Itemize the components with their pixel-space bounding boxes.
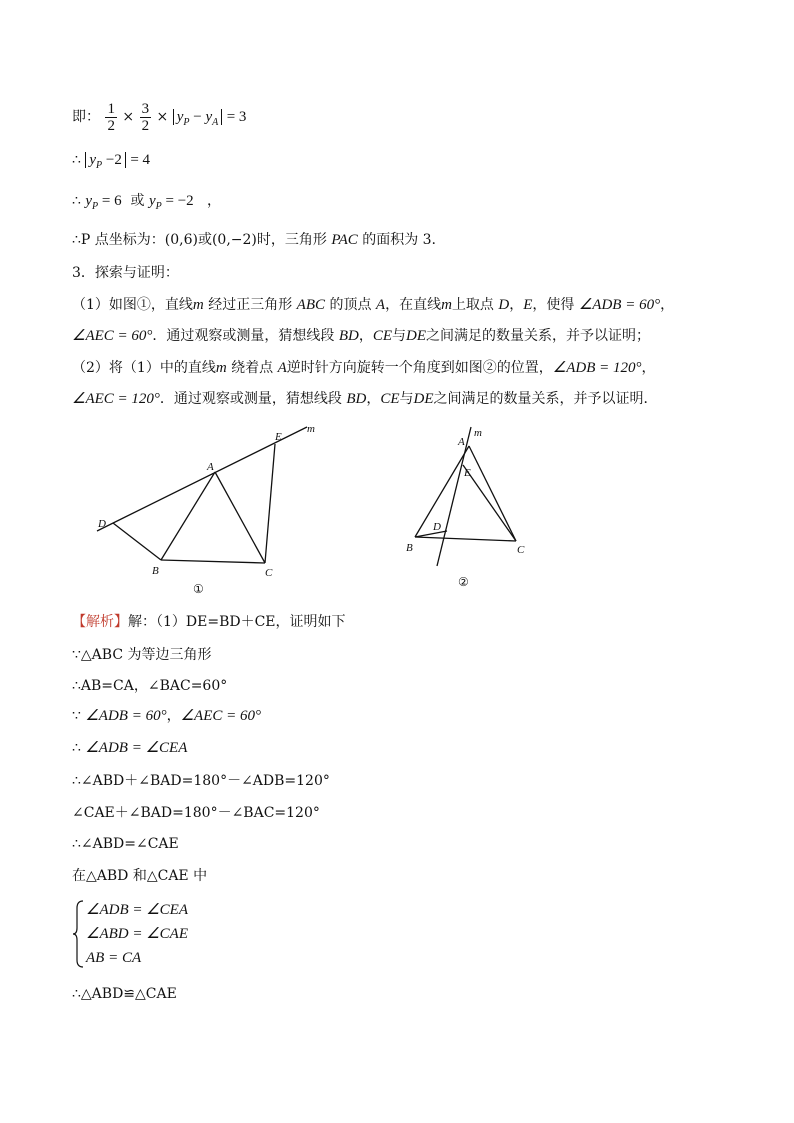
problem-part2-line1 [72, 358, 655, 378]
because-sign: ∵ [72, 708, 86, 724]
angle-aec-60: ∠AEC = 60° [180, 708, 261, 724]
figure-2 [395, 420, 540, 595]
var-ce: CE [372, 328, 393, 344]
label-b: B [152, 565, 159, 577]
segment-bd [415, 531, 447, 537]
var-bd: BD [346, 391, 367, 407]
subscript-p: P [96, 160, 103, 171]
text: ， [166, 708, 181, 724]
or-word: 或 [130, 193, 145, 209]
times-sign: × [156, 109, 169, 125]
solution-header [72, 612, 346, 632]
solution-tag: 【解析】 [72, 614, 128, 630]
solution-intro: 解：（1）DE=BD＋CE，证明如下 [128, 614, 346, 630]
fraction-numerator: 1 [107, 100, 115, 117]
equation-area [72, 100, 246, 134]
fraction-three-halves [140, 101, 152, 134]
system-line: AB = CA [86, 950, 142, 966]
solution-line: ∴AB=CA，∠BAC=60° [72, 678, 228, 694]
figure-1 [85, 420, 320, 600]
solution-final: ∴△ABD≌△CAE [72, 986, 177, 1002]
solution-line: ∴∠ABD＋∠BAD=180°－∠ADB=120° [72, 773, 330, 789]
var-a: A [375, 297, 386, 313]
text: ， [366, 391, 381, 407]
label-m: m [307, 423, 315, 435]
figure-caption-2: ② [458, 575, 469, 589]
absolute-value [85, 152, 126, 171]
eq-rhs: = 3 [226, 109, 247, 125]
label-e: E [464, 467, 471, 479]
segment-bc [161, 560, 265, 563]
angle-equality: ∠ADB = ∠CEA [85, 740, 188, 756]
text: ， [509, 297, 524, 313]
text: ，在直线 [385, 297, 442, 313]
label-d: D [98, 518, 106, 530]
label-b: B [406, 542, 413, 554]
solution-equal-angles [72, 738, 187, 758]
label-a: A [207, 461, 214, 473]
system-line: ∠ADB = ∠CEA [86, 902, 189, 918]
subscript-p: P [155, 201, 162, 212]
triangle-pac: PAC [331, 232, 358, 248]
solution-line: ∵△ABC 为等边三角形 [72, 647, 212, 663]
text: 之间满足的数量关系，并予以证明． [433, 391, 658, 407]
solution-line: ∴∠ABD=∠CAE [72, 836, 179, 852]
var-y: y [148, 193, 156, 209]
abs-inner-rest: −2 [105, 152, 122, 168]
segment-ec [463, 465, 516, 541]
value-minus-2: = −2 [165, 193, 194, 209]
var-ce: CE [380, 391, 400, 407]
conclusion-text-start: ∴P 点坐标为：(0,6)或(0,−2)时，三角形 [72, 232, 332, 248]
var-de: DE [413, 391, 434, 407]
problem-part1-line1 [72, 295, 674, 315]
text: 与 [399, 391, 414, 407]
fraction-numerator: 3 [141, 100, 150, 117]
value-6: = 6 [101, 193, 122, 209]
text: 与 [392, 328, 407, 344]
solution-line: ∠CAE＋∠BAD=180°－∠BAC=120° [72, 805, 320, 821]
conclusion-text-end: 的面积为 3. [357, 232, 437, 248]
segment-ec [265, 444, 275, 563]
system-brace [72, 900, 84, 968]
line-m [437, 427, 471, 566]
subscript-p: P [92, 201, 99, 212]
text: ， [660, 297, 675, 313]
text: 绕着点 [231, 360, 278, 376]
therefore-sign: ∴ [72, 152, 81, 168]
therefore-sign: ∴ [72, 740, 86, 756]
angle-adb-120: ∠ADB = 120° [552, 360, 642, 376]
fraction-denominator: 2 [107, 117, 115, 134]
angle-adb-60: ∠ADB = 60° [578, 297, 661, 313]
fraction-half [105, 101, 117, 134]
therefore-sign: ∴ [72, 193, 81, 209]
label-a: A [458, 436, 465, 448]
minus-sign: − [193, 109, 202, 125]
var-e: E [523, 297, 533, 313]
label-e: E [275, 431, 282, 443]
system-line: ∠ABD = ∠CAE [86, 926, 189, 942]
conclusion-line [72, 230, 436, 250]
eq-prefix: 即： [72, 109, 100, 125]
var-m: m [441, 297, 452, 313]
text: （1）如图①，直线 [72, 297, 193, 313]
absolute-value [173, 109, 223, 128]
segment-ab [415, 446, 469, 537]
var-a: A [277, 360, 287, 376]
solution-given [72, 706, 261, 726]
label-c: C [517, 544, 525, 556]
var-abc: ABC [296, 297, 326, 313]
label-d: D [433, 521, 441, 533]
subscript-p: P [183, 117, 190, 128]
problem-title: 3．探索与证明： [72, 265, 179, 281]
var-d: D [498, 297, 510, 313]
var-y: y [205, 109, 213, 125]
text: 的顶点 [329, 297, 376, 313]
problem-part2-line2 [72, 389, 658, 409]
var-de: DE [406, 328, 427, 344]
angle-adb-60: ∠ADB = 60° [85, 708, 167, 724]
label-c: C [265, 567, 273, 579]
text: 之间满足的数量关系，并予以证明； [426, 328, 651, 344]
var-y: y [89, 152, 97, 168]
var-y: y [85, 193, 93, 209]
text: ，使得 [532, 297, 579, 313]
angle-aec-120: ∠AEC = 120° [72, 391, 160, 407]
label-m: m [474, 427, 482, 439]
text: （2）将（1）中的直线 [72, 360, 216, 376]
eq-rhs: = 4 [130, 152, 151, 168]
segment-bc [415, 537, 516, 541]
var-m: m [192, 297, 204, 313]
times-sign: × [122, 109, 135, 125]
solution-line: 在△ABD 和△CAE 中 [72, 868, 208, 884]
var-m: m [215, 360, 227, 376]
fraction-denominator: 2 [141, 117, 150, 134]
segment-db [113, 523, 161, 560]
segment-ab [161, 472, 215, 560]
figure-caption-1: ① [193, 582, 204, 596]
var-bd: BD [338, 328, 359, 344]
trailing-comma: ， [207, 193, 222, 209]
var-y: y [176, 109, 184, 125]
text: 上取点 [451, 297, 499, 313]
text: ．通过观察或测量，猜想线段 [152, 328, 339, 344]
segment-ac [469, 446, 516, 541]
text: ．通过观察或测量，猜想线段 [159, 391, 347, 407]
angle-aec-60: ∠AEC = 60° [72, 328, 153, 344]
equation-abs [72, 150, 150, 176]
subscript-a: A [212, 117, 219, 128]
text: 逆时针方向旋转一个角度到如图②的位置， [286, 360, 553, 376]
equation-values [72, 191, 221, 217]
segment-ac [215, 472, 265, 563]
problem-part1-line2 [72, 326, 650, 346]
text: ， [358, 328, 373, 344]
text: 经过正三角形 [208, 297, 297, 313]
text: ， [641, 360, 656, 376]
